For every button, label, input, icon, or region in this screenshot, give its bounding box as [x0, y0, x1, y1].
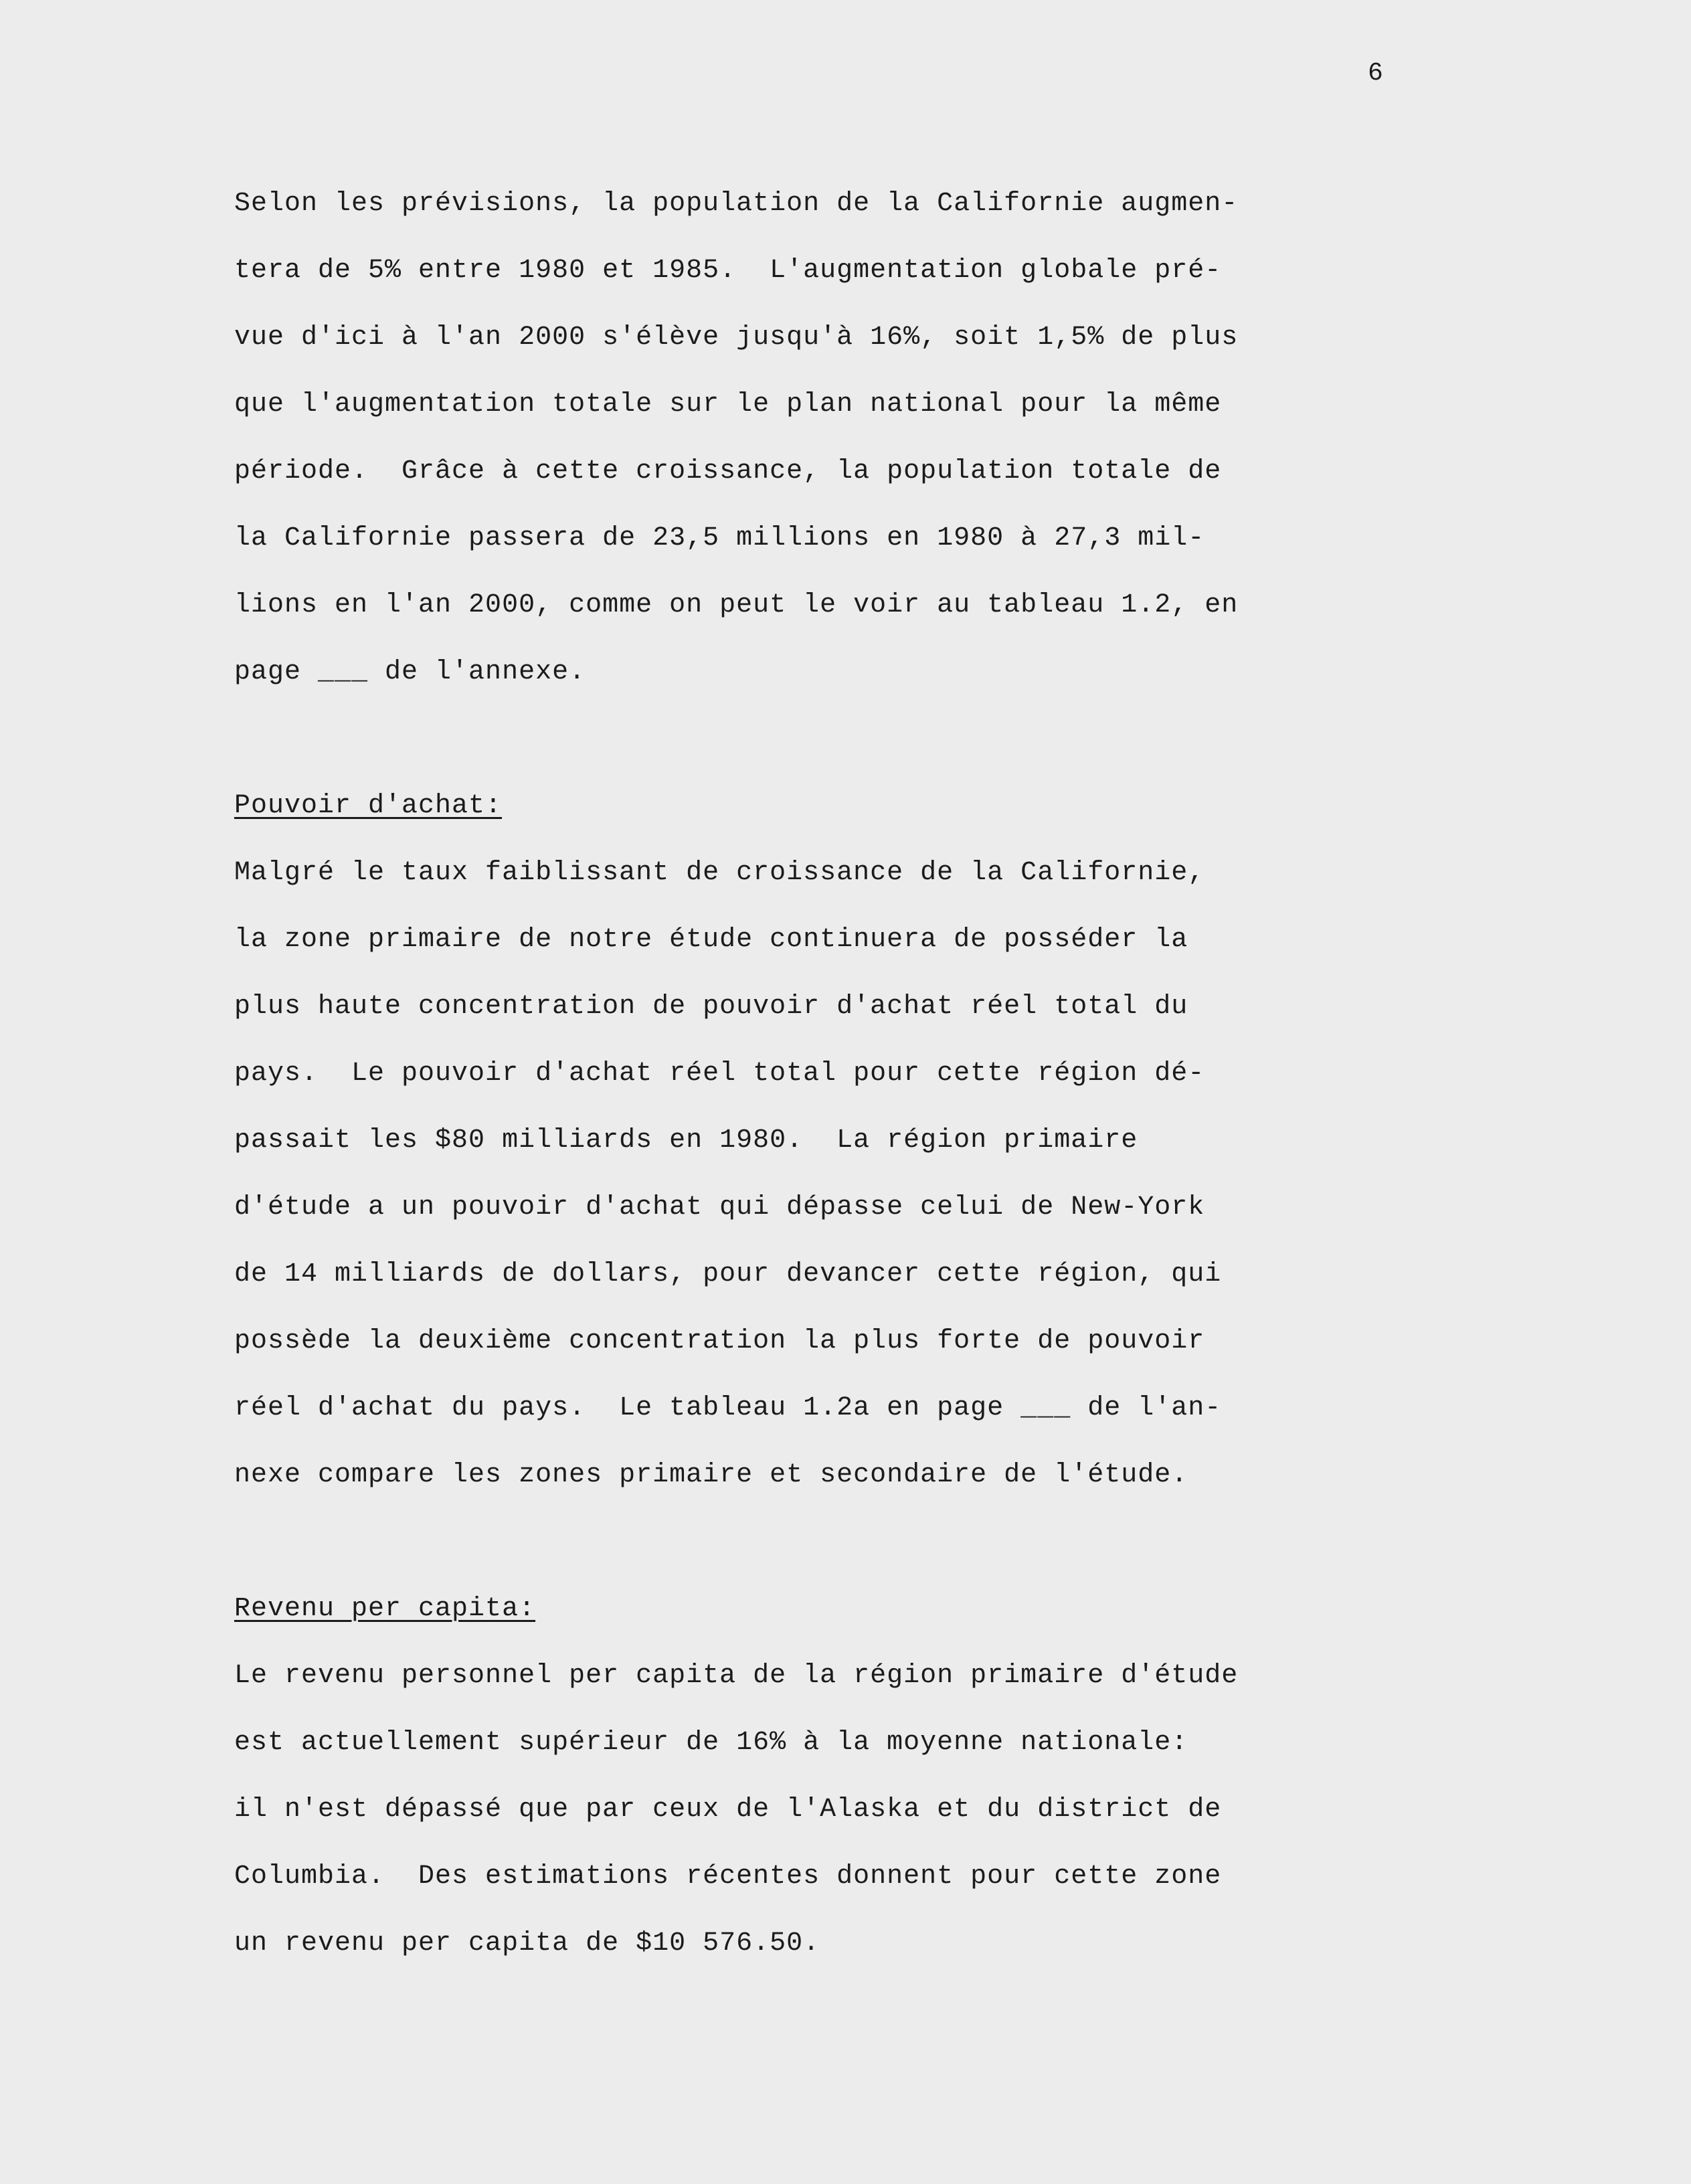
paragraph-line: nexe compare les zones primaire et secondaire de l'étude. [234, 1460, 1188, 1490]
paragraph-line: d'étude a un pouvoir d'achat qui dépasse celui de New-York [234, 1192, 1205, 1222]
page-number: 6 [1368, 59, 1384, 88]
section-heading: Revenu per capita: [234, 1594, 536, 1624]
paragraph-line: lions en l'an 2000, comme on peut le voir au tableau 1.2, en [234, 590, 1239, 620]
paragraph-line: possède la deuxième concentration la plus forte de pouvoir [234, 1326, 1205, 1356]
paragraph-line: Le revenu personnel per capita de la région primaire d'étude [234, 1661, 1239, 1691]
paragraph-line: un revenu per capita de $10 576.50. [234, 1928, 820, 1959]
paragraph-line: la zone primaire de notre étude continuera de posséder la [234, 925, 1188, 955]
paragraph-line: Selon les prévisions, la population de la Californie augmen- [234, 189, 1239, 219]
paragraph-line: période. Grâce à cette croissance, la population totale de [234, 456, 1222, 486]
paragraph-line: tera de 5% entre 1980 et 1985. L'augmentation globale pré- [234, 256, 1222, 286]
paragraph-line: vue d'ici à l'an 2000 s'élève jusqu'à 16%, soit 1,5% de plus [234, 323, 1239, 353]
paragraph-line: réel d'achat du pays. Le tableau 1.2a en page ___ de l'an- [234, 1393, 1222, 1423]
paragraph-line: Malgré le taux faiblissant de croissance de la Californie, [234, 858, 1205, 888]
paragraph-line: de 14 milliards de dollars, pour devancer cette région, qui [234, 1259, 1222, 1289]
paragraph-line: plus haute concentration de pouvoir d'achat réel total du [234, 992, 1188, 1022]
paragraph-line: Columbia. Des estimations récentes donnent pour cette zone [234, 1861, 1222, 1892]
paragraph-line: page ___ de l'annexe. [234, 657, 586, 687]
paragraph-line: pays. Le pouvoir d'achat réel total pour cette région dé- [234, 1059, 1205, 1089]
paragraph-line: que l'augmentation totale sur le plan national pour la même [234, 389, 1222, 420]
paragraph-line: la Californie passera de 23,5 millions en 1980 à 27,3 mil- [234, 523, 1205, 553]
section-heading: Pouvoir d'achat: [234, 791, 503, 821]
paragraph-line: passait les $80 milliards en 1980. La région primaire [234, 1125, 1138, 1156]
paragraph-line: est actuellement supérieur de 16% à la moyenne nationale: [234, 1728, 1188, 1758]
paragraph-line: il n'est dépassé que par ceux de l'Alaska et du district de [234, 1795, 1222, 1825]
